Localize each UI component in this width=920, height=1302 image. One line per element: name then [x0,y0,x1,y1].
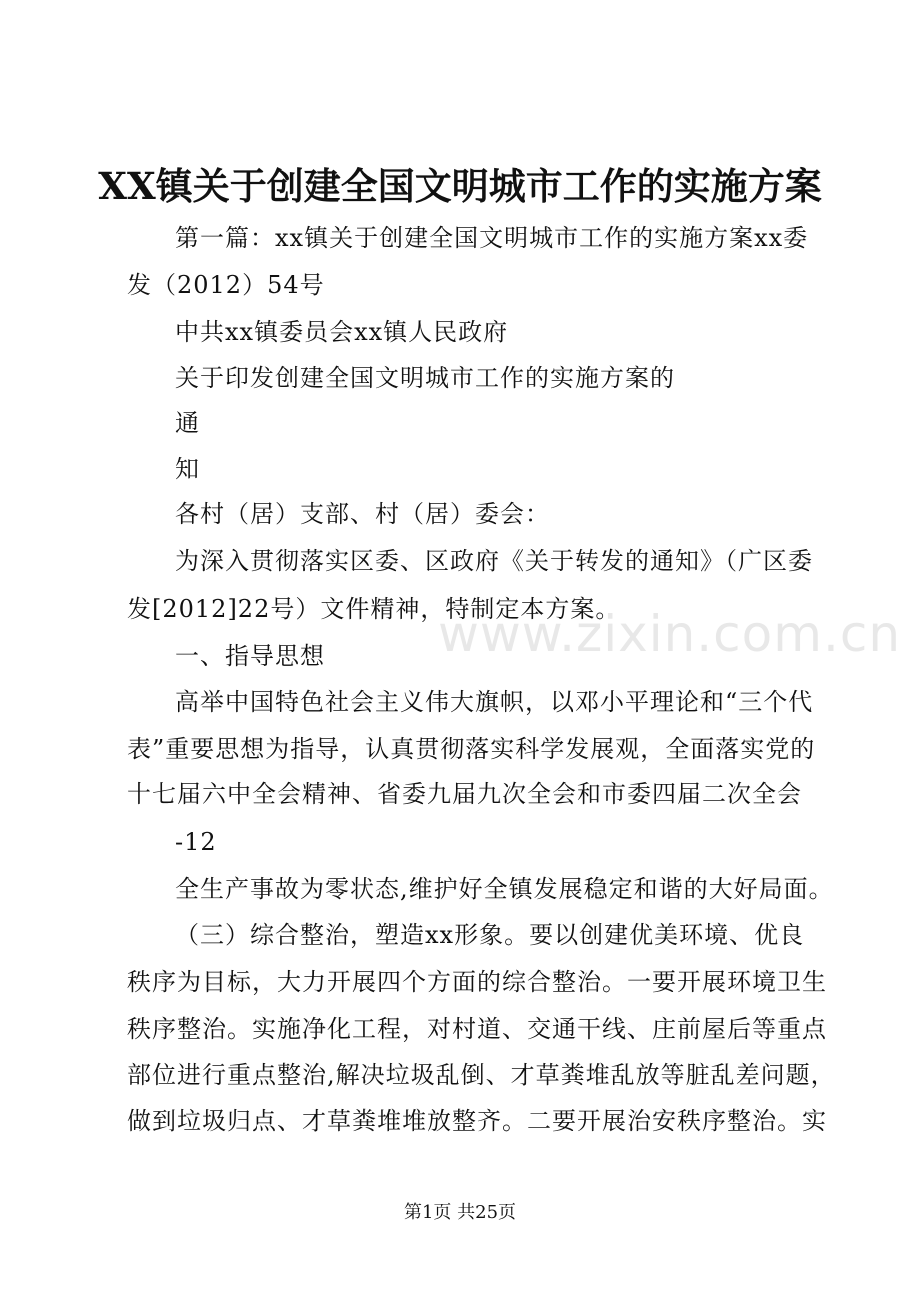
text-line: 一、指导思想 [175,642,325,670]
text-line: 中共xx镇委员会xx镇人民政府 [175,318,509,346]
text-line: 秩序整治。实施净化工程，对村道、交通干线、庄前屋后等重点 [127,1015,827,1043]
text-line: 做到垃圾归点、才草粪堆堆放整齐。二要开展治安秩序整治。实 [127,1107,827,1135]
text-line: 各村（居）支部、村（居）委会： [175,500,550,528]
text-line: 全生产事故为零状态,维护好全镇发展稳定和谐的大好局面。 [175,875,834,903]
document-title: XX镇关于创建全国文明城市工作的实施方案 [98,164,822,208]
text-line: 秩序为目标，大力开展四个方面的综合整治。一要开展环境卫生 [127,968,827,996]
text-line: 知 [175,455,200,483]
text-line: -12 [175,828,217,856]
text-line: 表”重要思想为指导，认真贯彻落实科学发展观，全面落实党的 [127,735,816,763]
text-line: 部位进行重点整治,解决垃圾乱倒、才草粪堆乱放等脏乱差问题， [127,1061,836,1089]
text-line: 通 [175,409,200,437]
text-line: 为深入贯彻落实区委、区政府《关于转发的通知》（广区委 [175,547,813,575]
text-line: 发[2012]22号）文件精神，特制定本方案。 [127,595,621,623]
watermark: www.zixin.com.cn [438,605,902,663]
text-line: 高举中国特色社会主义伟大旗帜，以邓小平理论和“三个代 [175,688,814,716]
text-line: （三）综合整治，塑造xx形象。要以创建优美环境、优良 [175,921,805,949]
text-line: 第一篇：xx镇关于创建全国文明城市工作的实施方案xx委 [175,224,809,252]
page-footer: 第1页 共25页 [403,1202,517,1223]
text-line: 发（2012）54号 [127,271,325,299]
text-line: 关于印发创建全国文明城市工作的实施方案的 [175,364,675,392]
text-line: 十七届六中全会精神、省委九届九次全会和市委四届二次全会 [127,780,802,808]
